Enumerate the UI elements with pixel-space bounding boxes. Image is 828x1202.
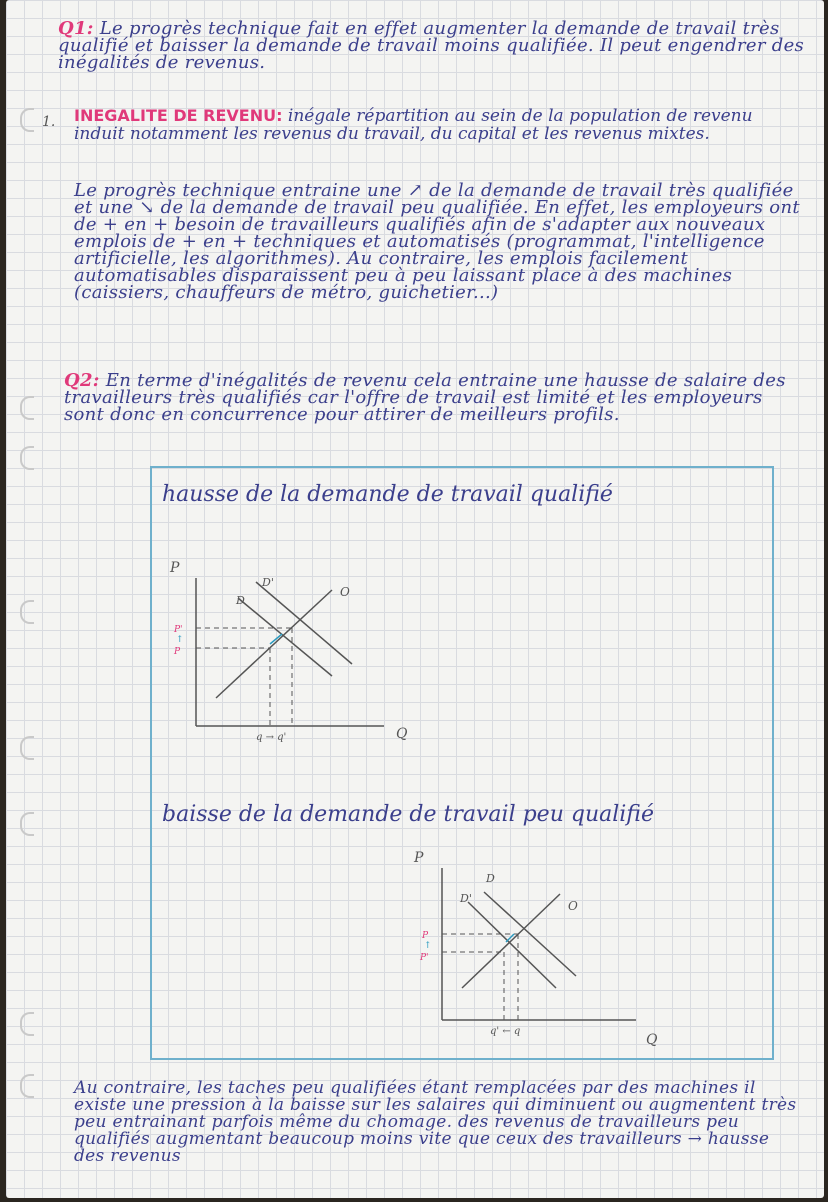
graph1-y-label: P bbox=[170, 560, 180, 576]
binder-hole bbox=[20, 446, 34, 470]
definition-term: INEGALITE DE REVENU: bbox=[74, 106, 283, 125]
definition-block bbox=[74, 107, 806, 143]
paragraph-progress: Le progrès technique entraine une ↗ de la demande de travail très qualifiée et une ↘ de la demande de travail peu qualifiée. En effet, les employeurs ont de + en + besoin de travailleurs qualifiés afin de s'adapter aux nouveaux emplois de + en + techniques et automatisés (programmat, l'intelligence artificielle, les algorithmes). Au contraire, les emplois facilement automatisables disparaissent peu à peu laissant place à des machines (caissiers, chauffeurs de métro, guichetier...) bbox=[74, 180, 800, 303]
graph2-o-label: O bbox=[568, 899, 578, 913]
graph1-p2-label: P' bbox=[174, 625, 183, 635]
notebook-page bbox=[6, 0, 824, 1198]
graph2-supply-curve bbox=[462, 894, 560, 988]
q1-text: Le progrès technique fait en effet augmenter la demande de travail très qualifié et baisser la demande de travail moins qualifiée. Il peut engendrer des inégalités de revenus. bbox=[58, 18, 805, 73]
graph1-q-labels: q → q' bbox=[256, 732, 287, 743]
item-number: 1. bbox=[42, 114, 56, 130]
graph2-y-label: P bbox=[414, 850, 424, 866]
graph1-arrow-label: ↑ bbox=[176, 635, 184, 645]
graph2-d2-label: D' bbox=[460, 892, 472, 905]
supply-demand-graphs bbox=[152, 468, 772, 1058]
binder-hole bbox=[20, 1074, 34, 1098]
q2-label: Q2: bbox=[64, 370, 100, 391]
graph2-title: baisse de la demande de travail peu qualifié bbox=[162, 802, 654, 827]
graph1-x-label: Q bbox=[396, 726, 408, 742]
graph2-q-labels: q' ← q bbox=[490, 1026, 521, 1037]
graph2-shift-arrow bbox=[506, 934, 514, 942]
q1-label: Q1: bbox=[58, 18, 94, 39]
binder-hole bbox=[20, 108, 34, 132]
q1-block bbox=[58, 20, 806, 71]
conclusion-paragraph: Au contraire, les taches peu qualifiées étant remplacées par des machines il existe une pression à la baisse sur les salaires qui diminuent ou augmentent très peu entrainant parfois même du chomage. des revenus de travailleurs peu qualifiés augmentant beaucoup moins vite que ceux des travailleurs → hausse des revenus bbox=[74, 1078, 797, 1166]
graph2-arrow-label: ↑ bbox=[424, 941, 432, 951]
graph1-d2-label: D' bbox=[262, 576, 274, 589]
graph1-p-label: P bbox=[174, 647, 181, 657]
binder-hole bbox=[20, 396, 34, 420]
definition-text: inégale répartition au sein de la population de revenu induit notamment les revenus du travail, du capital et les revenus mixtes. bbox=[74, 106, 753, 144]
graph1 bbox=[196, 578, 384, 726]
binder-hole bbox=[20, 812, 34, 836]
graph-frame bbox=[150, 466, 774, 1060]
graph1-o-label: O bbox=[340, 585, 350, 599]
graph2-x-label: Q bbox=[646, 1032, 658, 1048]
binder-hole bbox=[20, 600, 34, 624]
graph1-title: hausse de la demande de travail qualifié bbox=[162, 482, 613, 507]
graph1-supply-curve bbox=[216, 590, 332, 698]
q2-block bbox=[64, 372, 806, 423]
binder-hole bbox=[20, 1012, 34, 1036]
binder-hole bbox=[20, 736, 34, 760]
q2-text: En terme d'inégalités de revenu cela entraine une hausse de salaire des travailleurs très qualifiés car l'offre de travail est limité et les employeurs sont donc en concurrence pour attirer de meilleurs profils. bbox=[64, 370, 786, 425]
graph2 bbox=[442, 868, 636, 1020]
graph1-d-label: D bbox=[236, 594, 245, 607]
graph2-d-label: D bbox=[486, 872, 495, 885]
graph2-p2-label: P' bbox=[420, 953, 429, 963]
graph2-p-label: P bbox=[422, 931, 429, 941]
